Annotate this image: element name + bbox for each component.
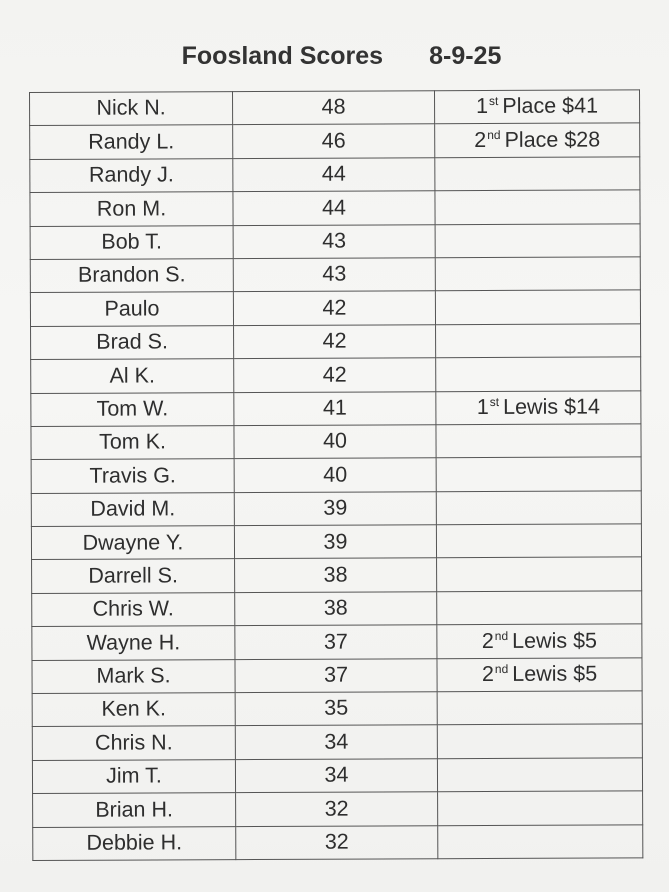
score-cell: 38 <box>235 558 437 592</box>
table-row <box>30 290 640 326</box>
table-row <box>31 357 641 393</box>
player-name-cell: Brian H. <box>33 793 236 827</box>
prize-cell <box>436 424 641 458</box>
prize-ordinal-suffix: nd <box>487 127 501 142</box>
prize-cell <box>436 357 641 391</box>
prize-cell <box>435 123 640 157</box>
page-title <box>0 38 669 74</box>
score-cell: 46 <box>233 124 435 158</box>
score-cell: 41 <box>234 391 436 425</box>
prize-ordinal: 2 <box>481 662 494 687</box>
prize-text: Place $28 <box>504 127 601 152</box>
prize-text: Lewis $5 <box>512 661 598 686</box>
prize-cell <box>435 223 640 257</box>
table-row <box>30 190 640 226</box>
player-name-cell: Tom K. <box>31 426 234 460</box>
table-row <box>31 491 641 527</box>
player-name-cell: Wayne H. <box>32 626 235 660</box>
score-cell: 34 <box>235 759 437 793</box>
prize-ordinal: 1 <box>476 94 489 119</box>
player-name-cell: Chris W. <box>32 592 235 626</box>
player-name-cell: Chris N. <box>32 726 235 760</box>
table-row <box>32 724 642 760</box>
prize-text: Lewis $14 <box>503 394 600 419</box>
scores-table-body <box>30 90 643 861</box>
score-cell: 43 <box>233 224 435 258</box>
table-row <box>32 691 642 727</box>
player-name-cell: Jim T. <box>32 759 235 793</box>
score-cell: 32 <box>236 792 438 826</box>
table-row <box>30 123 640 159</box>
player-name-cell: Darrell S. <box>32 559 235 593</box>
score-cell: 44 <box>233 158 435 192</box>
score-cell: 39 <box>234 525 436 559</box>
score-cell: 39 <box>234 491 436 525</box>
table-row <box>33 791 643 827</box>
prize-text: Lewis $5 <box>512 628 598 653</box>
prize-cell <box>436 324 641 358</box>
prize-ordinal-suffix: nd <box>494 661 509 677</box>
score-cell: 38 <box>235 592 437 626</box>
prize-cell <box>435 290 640 324</box>
score-cell: 37 <box>235 658 437 692</box>
prize-cell <box>436 390 641 424</box>
table-row <box>32 758 642 794</box>
table-row <box>30 223 640 259</box>
table-row <box>31 524 641 560</box>
player-name-cell: Debbie H. <box>33 826 236 860</box>
score-cell: 34 <box>235 725 437 759</box>
player-name-cell: Travis G. <box>31 459 234 493</box>
player-name-cell: Al K. <box>31 359 234 393</box>
prize-cell <box>438 824 643 858</box>
player-name-cell: Mark S. <box>32 659 235 693</box>
score-cell: 40 <box>234 458 436 492</box>
prize-cell <box>436 457 641 491</box>
score-cell: 32 <box>236 825 438 859</box>
player-name-cell: David M. <box>31 492 234 526</box>
player-name-cell: Bob T. <box>30 225 233 259</box>
score-cell: 40 <box>234 425 436 459</box>
prize-cell <box>436 491 641 525</box>
prize-ordinal: 2 <box>481 628 494 653</box>
table-row <box>30 90 640 126</box>
table-row <box>32 657 642 693</box>
table-row <box>32 591 642 627</box>
score-cell: 44 <box>233 191 435 225</box>
player-name-cell: Ken K. <box>32 693 235 727</box>
player-name-cell: Tom W. <box>31 392 234 426</box>
score-cell: 48 <box>233 91 435 125</box>
prize-ordinal-suffix: nd <box>494 628 509 643</box>
prize-ordinal: 1 <box>476 394 489 420</box>
prize-cell <box>435 157 640 191</box>
prize-ordinal-suffix: st <box>488 94 499 109</box>
table-row <box>32 624 642 660</box>
prize-cell <box>437 691 642 725</box>
table-row <box>30 157 640 193</box>
prize-cell <box>438 791 643 825</box>
prize-cell <box>434 90 639 124</box>
prize-cell <box>435 257 640 291</box>
player-name-cell: Ron M. <box>30 192 233 226</box>
prize-text: Place $41 <box>502 93 599 119</box>
player-name-cell: Randy J. <box>30 158 233 192</box>
title-date: 8-9-25 <box>429 41 502 70</box>
player-name-cell: Brandon S. <box>30 259 233 293</box>
prize-ordinal-suffix: st <box>489 394 500 409</box>
prize-cell <box>437 591 642 625</box>
score-cell: 43 <box>233 258 435 292</box>
table-row <box>31 324 641 360</box>
score-cell: 35 <box>235 692 437 726</box>
table-row <box>31 424 641 460</box>
scores-sheet <box>29 89 642 861</box>
table-row <box>30 257 640 293</box>
player-name-cell: Paulo <box>30 292 233 326</box>
prize-cell <box>437 724 642 758</box>
score-cell: 42 <box>233 291 435 325</box>
prize-cell <box>437 657 642 691</box>
prize-ordinal: 2 <box>474 127 487 152</box>
title-name: Foosland Scores <box>181 41 384 70</box>
scores-table <box>29 89 643 861</box>
score-cell: 42 <box>234 324 436 358</box>
table-row <box>33 824 643 860</box>
player-name-cell: Dwayne Y. <box>31 526 234 560</box>
table-row <box>31 390 641 426</box>
prize-cell <box>436 524 641 558</box>
player-name-cell: Nick N. <box>30 92 233 126</box>
player-name-cell: Randy L. <box>30 125 233 159</box>
prize-cell <box>437 624 642 658</box>
prize-cell <box>435 190 640 224</box>
score-cell: 37 <box>235 625 437 659</box>
table-row <box>31 457 641 493</box>
player-name-cell: Brad S. <box>31 325 234 359</box>
score-cell: 42 <box>234 358 436 392</box>
table-row <box>32 557 642 593</box>
prize-cell <box>437 758 642 792</box>
prize-cell <box>437 557 642 591</box>
